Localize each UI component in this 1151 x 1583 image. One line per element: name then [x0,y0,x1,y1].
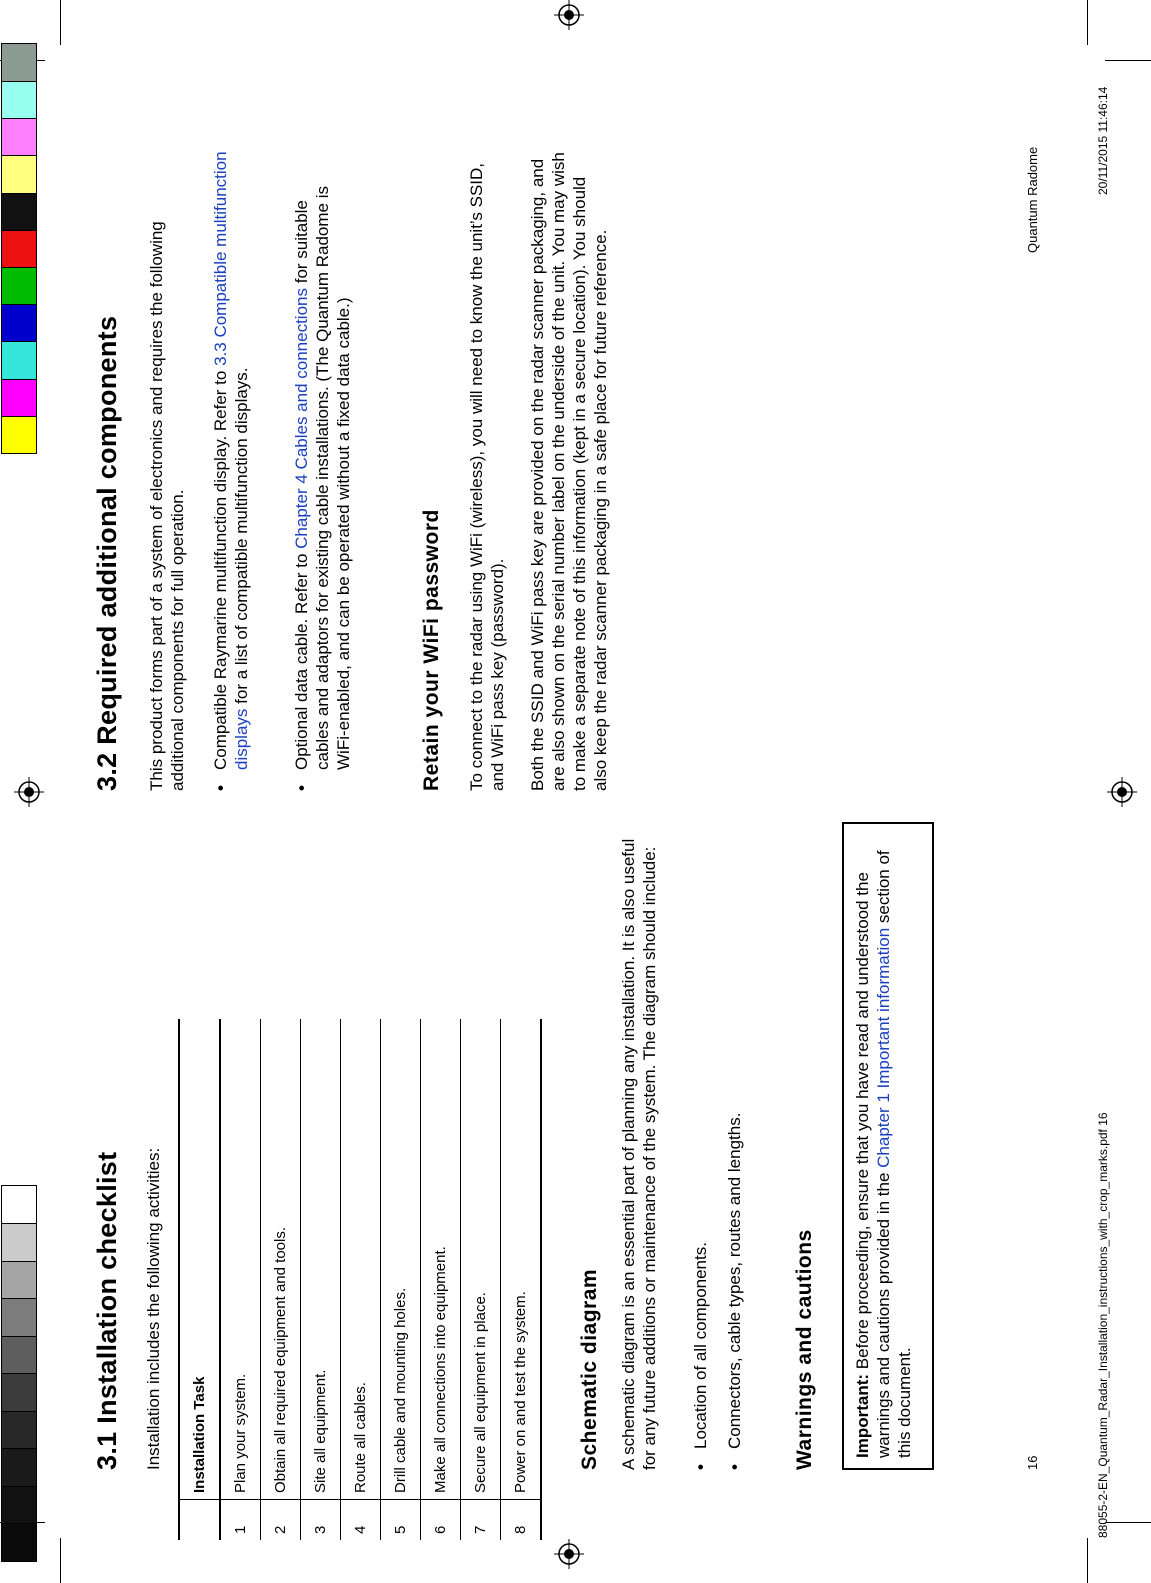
gray-color-bar [2,1186,36,1561]
installation-task-table [178,1019,542,1540]
crop-mark [1087,0,1088,45]
gray-swatch [2,1412,36,1449]
gray-swatch [2,1262,36,1299]
wifi-paragraph-1: To connect to the radar using WiFi (wireless), you will need to know the unit’s SSID, and WiFi pass key (password). [467,162,507,791]
list-item: • Connectors, cable types, routes and lengths. [724,830,745,1470]
list-item: • Compatible Raymarine multifunction display. Refer to 3.3 Compatible multifunction displays for a list of compatible multifunction displays. [211,151,251,791]
task-description: Obtain all required equipment and tools. [261,1019,301,1500]
crop-mark [60,1538,61,1583]
crop-mark [1087,1538,1088,1583]
table-header-row [179,1019,220,1540]
gray-swatch [2,1224,36,1261]
color-swatch [2,342,36,379]
task-description: Plan your system. [220,1019,261,1500]
checklist-intro: Installation includes the following activities: [144,1147,163,1470]
color-calibration-bar [2,43,36,453]
important-tail: section of this document. [874,850,914,1458]
list-item: • Optional data cable. Refer to Chapter 4 Cables and connections for suitable cables and adaptors for existing cable installations. (The Quantum Radome is WiFi-enabled, and can be operated without a fixed data cable.) [292,186,353,791]
task-description: Power on and test the system. [501,1019,542,1500]
gray-swatch [2,1337,36,1374]
important-label: Important: [853,1373,872,1458]
color-swatch [2,44,36,81]
gray-swatch [2,1299,36,1336]
crop-mark [1105,1522,1151,1523]
cables-chapter-link[interactable]: Chapter 4 Cables and connections [292,288,311,549]
registration-mark-icon [14,777,44,807]
table-row [220,1019,261,1540]
task-number: 6 [421,1500,461,1541]
wifi-password-heading: Retain your WiFi password [420,509,443,791]
task-description: Secure all equipment in place. [461,1019,501,1500]
task-number: 5 [381,1500,421,1541]
section-title-installation-checklist: 3.1 Installation checklist [92,1151,122,1470]
bullet-text: Location of all components. [691,1242,710,1449]
color-swatch [2,193,36,230]
section-title-required-components: 3.2 Required additional components [92,315,122,791]
task-number: 8 [501,1500,542,1541]
color-swatch [2,267,36,304]
bullet-text: Connectors, cable types, routes and lengths. [725,1112,744,1449]
table-row [341,1019,381,1540]
task-number: 2 [261,1500,301,1541]
table-row [421,1019,461,1540]
color-swatch [2,81,36,118]
table-row [381,1019,421,1540]
bullet-text: for suitable cables and adaptors for existing cable installations. (The Quantum Radome is WiFi-enabled, and can be operated without a fixed data cable.) [292,186,353,770]
task-description: Site all equipment. [301,1019,341,1500]
task-number: 3 [301,1500,341,1541]
color-swatch [2,304,36,341]
crop-mark [60,0,61,45]
table-row [461,1019,501,1540]
color-swatch [2,230,36,267]
footer-timestamp: 20/11/2015 11:46:14 [1096,86,1110,195]
components-intro: This product forms part of a system of electronics and requires the following additional components for full operation. [147,221,187,791]
footer-file-name: 88055-2-EN_Quantum_Radar_Installation_instructions_with_crop_marks.pdf 16 [1096,1112,1110,1538]
task-description: Drill cable and mounting holes. [381,1019,421,1500]
table-row [261,1019,301,1540]
footer-product-name: Quantum Radome [1025,146,1040,253]
task-description: Make all connections into equipment. [421,1019,461,1500]
registration-mark-icon [1107,777,1137,807]
gray-swatch [2,1524,36,1561]
color-swatch [2,416,36,453]
task-number: 7 [461,1500,501,1541]
color-swatch [2,156,36,193]
schematic-body: A schematic diagram is an essential part of planning any installation. It is also useful for any future additions or maintenance of the system. The diagram should include: [619,838,659,1470]
bullet-text: for a list of compatible multifunction displays. [232,367,251,704]
schematic-diagram-heading: Schematic diagram [578,1268,601,1470]
table-header: Installation Task [179,1019,220,1500]
task-description: Route all cables. [341,1019,381,1500]
wifi-paragraph-2: Both the SSID and WiFi pass key are provided on the radar scanner packaging, and are also shown on the serial number label on the underside of the unit. You may wish to make a separate note of this information (kept in a secure location). You should also keep the radar scanner packaging in a safe place for future reference. [528,152,610,791]
task-number: 4 [341,1500,381,1541]
color-swatch [2,379,36,416]
gray-swatch [2,1487,36,1524]
task-number: 1 [220,1500,261,1541]
color-swatch [2,118,36,155]
gray-swatch [2,1374,36,1411]
registration-mark-icon [554,1539,584,1569]
page-number: 16 [1025,1455,1040,1470]
bullet-text: Optional data cable. Refer to [292,553,311,770]
warnings-heading: Warnings and cautions [793,1229,816,1470]
crop-mark [1105,60,1151,61]
table-row [501,1019,542,1540]
bullet-text: Compatible Raymarine multifunction display. Refer to [211,370,230,770]
gray-swatch [2,1449,36,1486]
table-row [301,1019,341,1540]
important-notice [842,822,934,1470]
list-item: • Location of all components. [690,830,711,1470]
chapter-1-link[interactable]: Chapter 1 Important information [874,927,893,1168]
compatible-displays-link[interactable]: 3.3 Compatible multifunction displays [211,151,251,770]
gray-swatch [2,1187,36,1224]
important-text: Before proceeding, ensure that you have read and understood the warnings and cautions provided in the [853,872,893,1458]
registration-mark-icon [554,0,584,30]
